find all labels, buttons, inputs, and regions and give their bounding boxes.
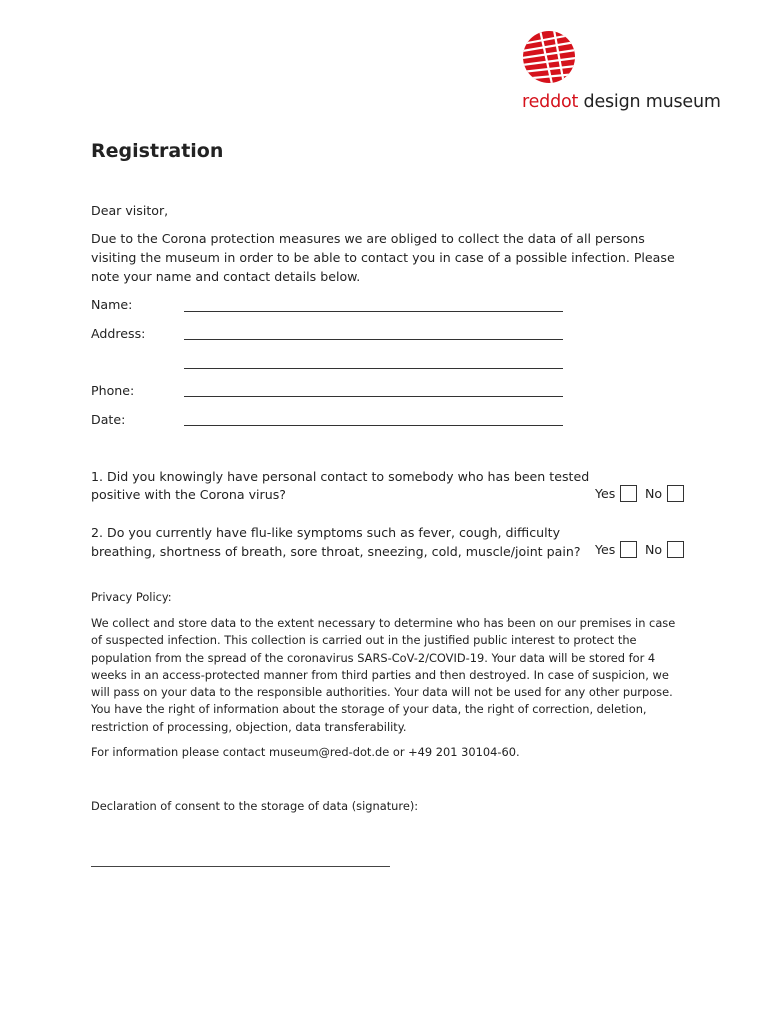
privacy-line: will pass on your data to the responsible authorities. Your data will not be used for any other purpose.	[91, 685, 673, 699]
address-label: Address:	[91, 326, 146, 341]
question-text: breathing, shortness of breath, sore throat, sneezing, cold, muscle/joint pain?	[91, 544, 581, 559]
logo-wordmark: reddot design museum	[522, 92, 721, 112]
intro-line: Due to the Corona protection measures we are obliged to collect the data of all persons	[91, 231, 645, 246]
privacy-heading: Privacy Policy:	[91, 590, 172, 604]
greeting-text: Dear visitor,	[91, 203, 169, 218]
no-checkbox[interactable]	[667, 485, 684, 502]
intro-line: visiting the museum in order to be able to contact you in case of a possible infection. Please	[91, 250, 675, 265]
privacy-line: We collect and store data to the extent necessary to determine who has been on our premises in case	[91, 616, 676, 630]
name-field[interactable]	[184, 291, 563, 312]
contact-info: For information please contact museum@red-dot.de or +49 201 30104-60.	[91, 745, 520, 759]
no-checkbox[interactable]	[667, 541, 684, 558]
yes-checkbox[interactable]	[620, 485, 637, 502]
address-field-line-2[interactable]	[184, 348, 563, 369]
signature-line[interactable]	[91, 858, 390, 867]
privacy-line: restriction of processing, objection, data transferability.	[91, 720, 407, 734]
date-field[interactable]	[184, 405, 563, 426]
privacy-line: of suspected infection. This collection is carried out in the justified public interest to protect the	[91, 633, 637, 647]
privacy-line: weeks in an access-protected manner from third parties and then destroyed. In case of suspicion, we	[91, 668, 669, 682]
no-label: No	[645, 542, 663, 557]
name-label: Name:	[91, 297, 133, 312]
page-title: Registration	[91, 140, 224, 162]
question-text: 1. Did you knowingly have personal contact to somebody who has been tested	[91, 469, 590, 484]
question-text: 2. Do you currently have flu-like symptoms such as fever, cough, difficulty	[91, 525, 561, 540]
yes-checkbox[interactable]	[620, 541, 637, 558]
privacy-line: You have the right of information about the storage of your data, the right of correction, deletion,	[91, 702, 647, 716]
no-label: No	[645, 486, 663, 501]
question-text: positive with the Corona virus?	[91, 487, 286, 502]
yes-label: Yes	[595, 486, 616, 501]
yes-label: Yes	[595, 542, 616, 557]
date-label: Date:	[91, 412, 126, 427]
privacy-line: population from the spread of the coronavirus SARS-CoV-2/COVID-19. Your data will be stored for 4	[91, 651, 656, 665]
consent-text: Declaration of consent to the storage of data (signature):	[91, 799, 419, 813]
address-field[interactable]	[184, 319, 563, 340]
intro-line: note your name and contact details below.	[91, 269, 361, 284]
reddot-logo-icon	[522, 30, 576, 84]
phone-label: Phone:	[91, 383, 135, 398]
reddot-logo	[516, 30, 721, 120]
phone-field[interactable]	[184, 376, 563, 397]
